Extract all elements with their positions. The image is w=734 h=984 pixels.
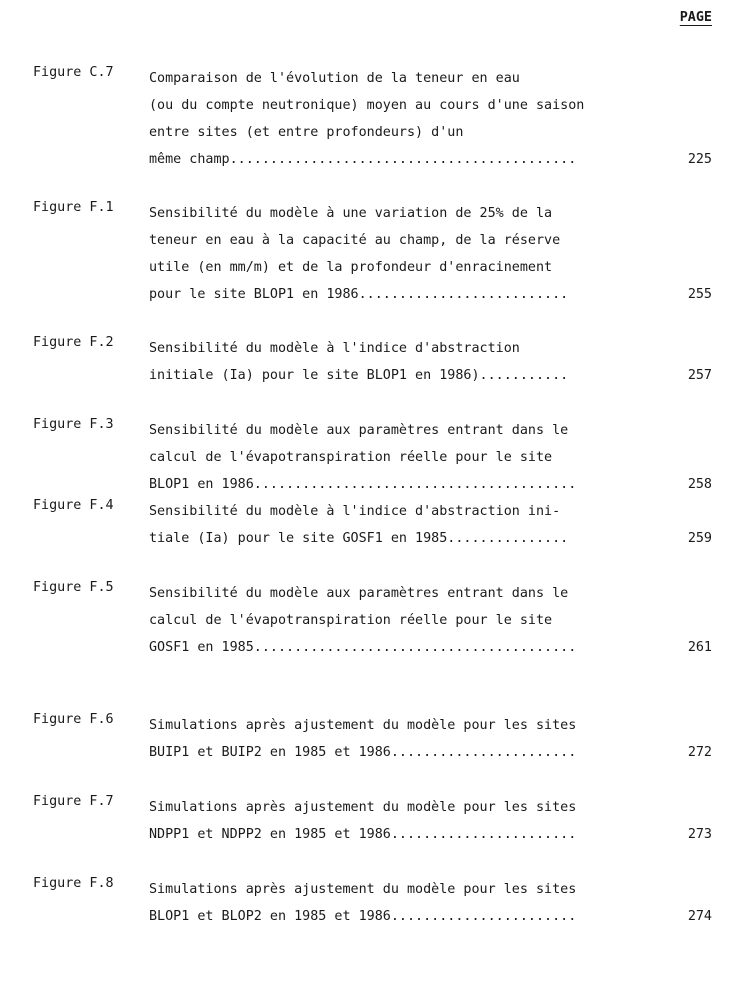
page-number: 257	[687, 368, 712, 383]
caption-line: entre sites (et entre profondeurs) d'un	[149, 125, 464, 140]
caption-line: BUIP1 et BUIP2 en 1985 et 1986.......................	[149, 745, 577, 760]
page-number: 272	[687, 745, 712, 760]
figure-caption	[149, 794, 649, 848]
figure-caption	[149, 200, 649, 308]
caption-line: Sensibilité du modèle à l'indice d'abstraction ini-	[149, 504, 561, 519]
caption-line: Comparaison de l'évolution de la teneur en eau	[149, 71, 520, 86]
page-number: 274	[687, 909, 712, 924]
caption-line: Sensibilité du modèle aux paramètres entrant dans le	[149, 423, 569, 438]
caption-line: GOSF1 en 1985........................................	[149, 640, 577, 655]
figure-caption	[149, 498, 649, 552]
caption-line: BLOP1 en 1986........................................	[149, 477, 577, 492]
caption-line: NDPP1 et NDPP2 en 1985 et 1986.......................	[149, 827, 577, 842]
caption-line: calcul de l'évapotranspiration réelle pour le site	[149, 613, 553, 628]
figure-caption	[149, 876, 649, 930]
caption-line: pour le site BLOP1 en 1986..........................	[149, 287, 569, 302]
page-number: 259	[687, 531, 712, 546]
page-number: 273	[687, 827, 712, 842]
figure-caption	[149, 712, 649, 766]
caption-line: calcul de l'évapotranspiration réelle pour le site	[149, 450, 553, 465]
caption-line: BLOP1 et BLOP2 en 1985 et 1986.......................	[149, 909, 577, 924]
caption-line: utile (en mm/m) et de la profondeur d'enracinement	[149, 260, 553, 275]
page-number: 225	[687, 152, 712, 167]
figure-label: Figure F.8	[33, 876, 114, 891]
figure-caption	[149, 580, 649, 661]
caption-line: Sensibilité du modèle aux paramètres entrant dans le	[149, 586, 569, 601]
figure-caption	[149, 335, 649, 389]
page-column-header: PAGE	[679, 10, 712, 25]
figure-label: Figure F.7	[33, 794, 114, 809]
figure-label: Figure F.1	[33, 200, 114, 215]
figure-label: Figure F.6	[33, 712, 114, 727]
caption-line: teneur en eau à la capacité au champ, de la réserve	[149, 233, 561, 248]
caption-line: Simulations après ajustement du modèle pour les sites	[149, 800, 577, 815]
figure-caption	[149, 65, 649, 173]
figure-label: Figure F.4	[33, 498, 114, 513]
figure-label: Figure F.5	[33, 580, 114, 595]
caption-line: (ou du compte neutronique) moyen au cours d'une saison	[149, 98, 585, 113]
caption-line: Sensibilité du modèle à une variation de 25% de la	[149, 206, 553, 221]
caption-line: Sensibilité du modèle à l'indice d'abstraction	[149, 341, 520, 356]
figure-label: Figure F.3	[33, 417, 114, 432]
figure-label: Figure C.7	[33, 65, 114, 80]
figure-caption	[149, 417, 649, 498]
caption-line: initiale (Ia) pour le site BLOP1 en 1986)...........	[149, 368, 569, 383]
page-number: 261	[687, 640, 712, 655]
page-number: 258	[687, 477, 712, 492]
page-number: 255	[687, 287, 712, 302]
caption-line: Simulations après ajustement du modèle pour les sites	[149, 718, 577, 733]
caption-line: même champ...........................................	[149, 152, 577, 167]
figure-label: Figure F.2	[33, 335, 114, 350]
caption-line: Simulations après ajustement du modèle pour les sites	[149, 882, 577, 897]
caption-line: tiale (Ia) pour le site GOSF1 en 1985...............	[149, 531, 569, 546]
